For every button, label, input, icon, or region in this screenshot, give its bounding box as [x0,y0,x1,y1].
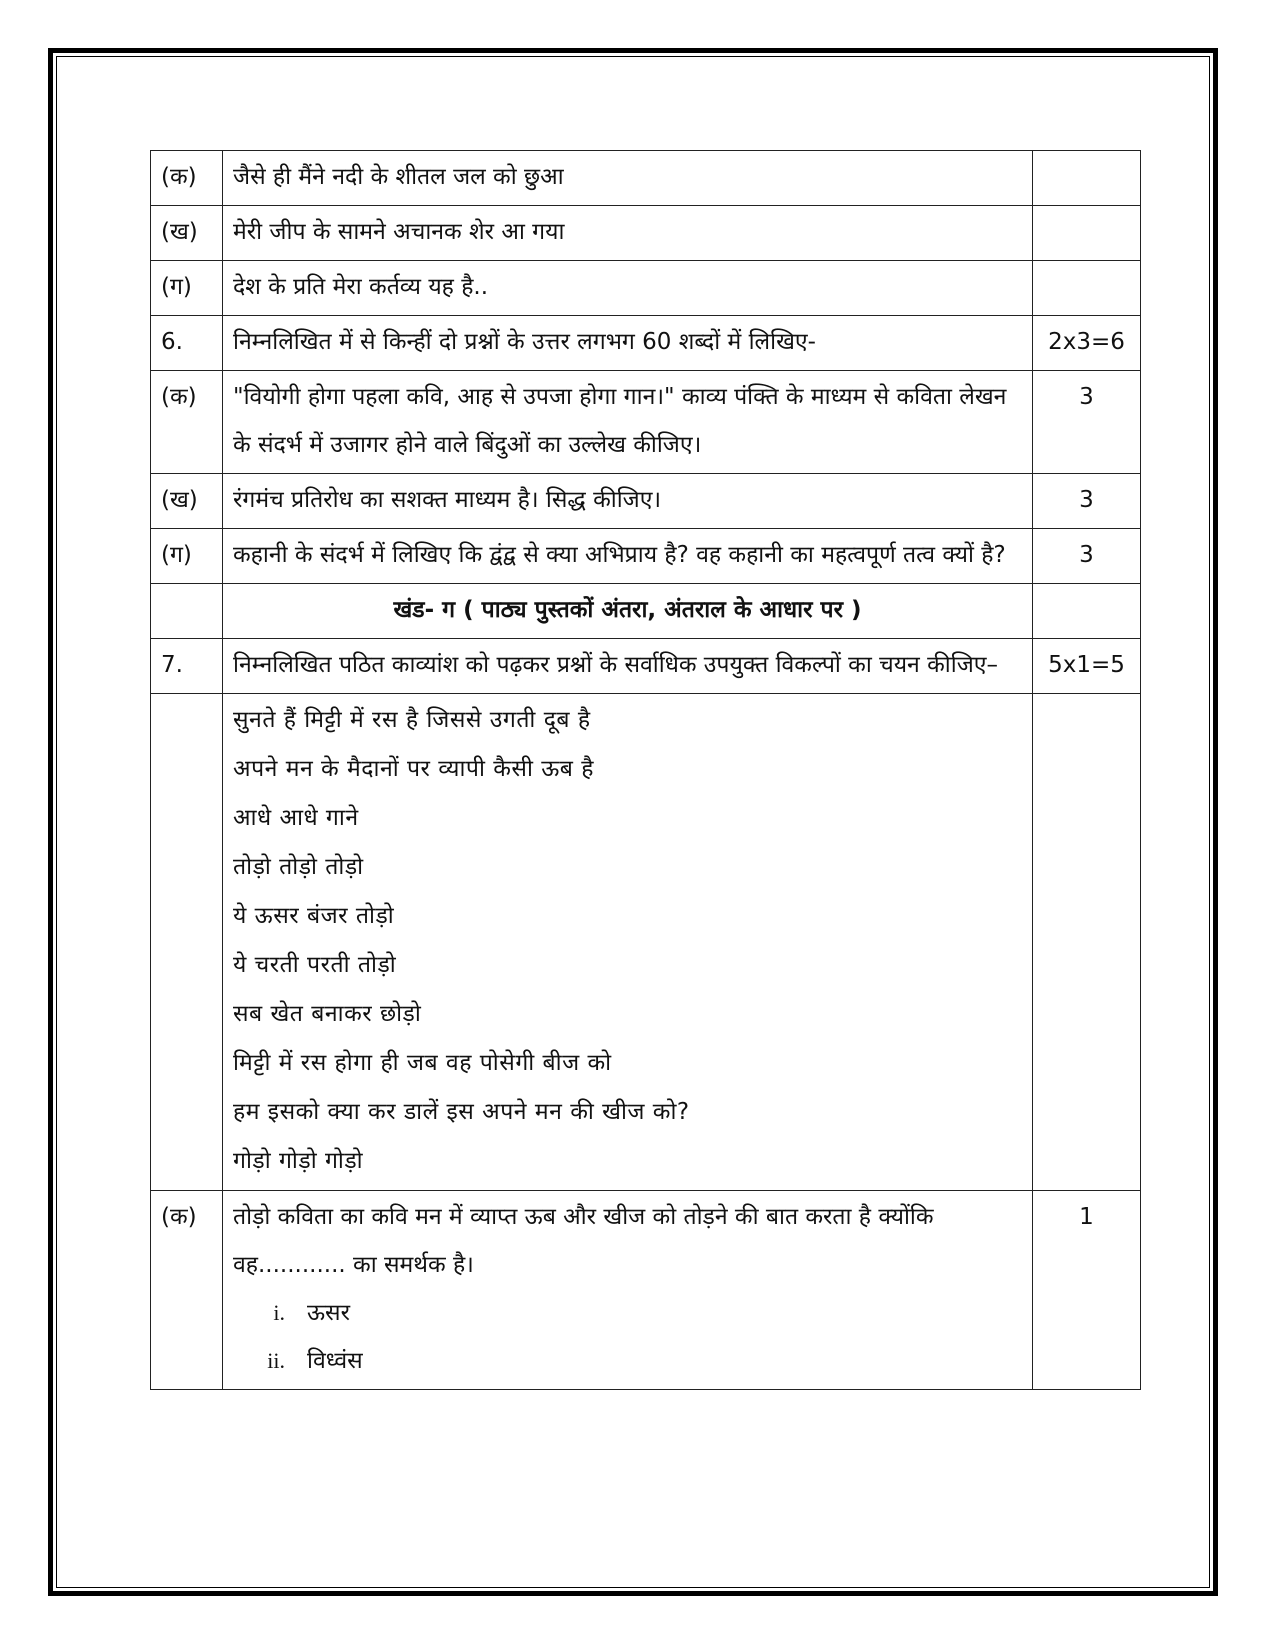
poem-line: आधे आधे गाने [233,805,359,831]
poem-line: तोड़ो तोड़ो तोड़ो [233,854,364,880]
question-text: तोड़ो कविता का कवि मन में व्याप्त ऊब और खीज को तोड़ने की बात करता है क्योंकि वह............ का समर्थक है। [233,1204,934,1278]
poem-line: ये चरती परती तोड़ो [233,952,397,978]
table-row [151,206,1141,261]
poem-line: गोड़ो गोड़ो गोड़ो [233,1148,364,1174]
table-row [151,529,1141,584]
option-number: i. [273,1300,285,1325]
poem-line: ये ऊसर बंजर तोड़ो [233,903,395,929]
poem-line: सुनते हैं मिट्टी में रस है जिससे उगती दूब है [233,707,591,733]
question-number: 7. [151,639,223,694]
question-marks: 3 [1033,371,1141,474]
question-text: निम्नलिखित पठित काव्यांश को पढ़कर प्रश्नों के सर्वाधिक उपयुक्त विकल्पों का चयन कीजिए– [223,639,1033,694]
empty-cell [1033,694,1141,1191]
question-marks: 3 [1033,529,1141,584]
table-row [151,639,1141,694]
question-marks: 1 [1033,1191,1141,1390]
question-number: (क) [151,151,223,206]
empty-cell [1033,584,1141,639]
option-text: ऊसर [307,1300,351,1326]
option-number: ii. [267,1348,285,1373]
question-text: निम्नलिखित में से किन्हीं दो प्रश्नों के उत्तर लगभग 60 शब्दों में लिखिए- [223,316,1033,371]
table-row [151,316,1141,371]
question-number: (ख) [151,474,223,529]
table-row [151,1191,1141,1390]
poem-row [151,694,1141,1191]
question-marks: 3 [1033,474,1141,529]
question-text: कहानी के संदर्भ में लिखिए कि द्वंद्व से क्या अभिप्राय है? वह कहानी का महत्वपूर्ण तत्व क्यों है? [223,529,1033,584]
question-number: (ग) [151,529,223,584]
option-text: विध्वंस [307,1348,363,1374]
empty-cell [151,694,223,1191]
question-text: देश के प्रति मेरा कर्तव्य यह है.. [223,261,1033,316]
question-marks [1033,151,1141,206]
poem-line: अपने मन के मैदानों पर व्यापी कैसी ऊब है [233,756,594,782]
question-number: (क) [151,371,223,474]
question-number: (क) [151,1191,223,1390]
question-number: (ख) [151,206,223,261]
section-heading: खंड- ग ( पाठ्य पुस्तकों अंतरा, अंतराल के आधार पर ) [223,584,1033,639]
question-number: (ग) [151,261,223,316]
question-marks: 5x1=5 [1033,639,1141,694]
poem-stanza [223,694,1033,1191]
table-row [151,261,1141,316]
question-text: "वियोगी होगा पहला कवि, आह से उपजा होगा गान।" काव्य पंक्ति के माध्यम से कविता लेखन के संदर्भ में उजागर होने वाले बिंदुओं का उल्लेख कीजिए। [223,371,1033,474]
question-cell [223,1191,1033,1390]
question-marks: 2x3=6 [1033,316,1141,371]
question-text: जैसे ही मैंने नदी के शीतल जल को छुआ [223,151,1033,206]
option-item [233,1289,1022,1337]
table-row [151,371,1141,474]
empty-cell [151,584,223,639]
question-table [150,150,1141,1390]
section-heading-row [151,584,1141,639]
table-row [151,474,1141,529]
question-marks [1033,261,1141,316]
question-text: रंगमंच प्रतिरोध का सशक्त माध्यम है। सिद्ध कीजिए। [223,474,1033,529]
question-text: मेरी जीप के सामने अचानक शेर आ गया [223,206,1033,261]
question-marks [1033,206,1141,261]
option-item [233,1337,1022,1385]
poem-line: मिट्टी में रस होगा ही जब वह पोसेगी बीज को [233,1050,612,1076]
table-row [151,151,1141,206]
poem-line: सब खेत बनाकर छोड़ो [233,1001,422,1027]
poem-line: हम इसको क्या कर डालें इस अपने मन की खीज को? [233,1099,690,1125]
question-number: 6. [151,316,223,371]
